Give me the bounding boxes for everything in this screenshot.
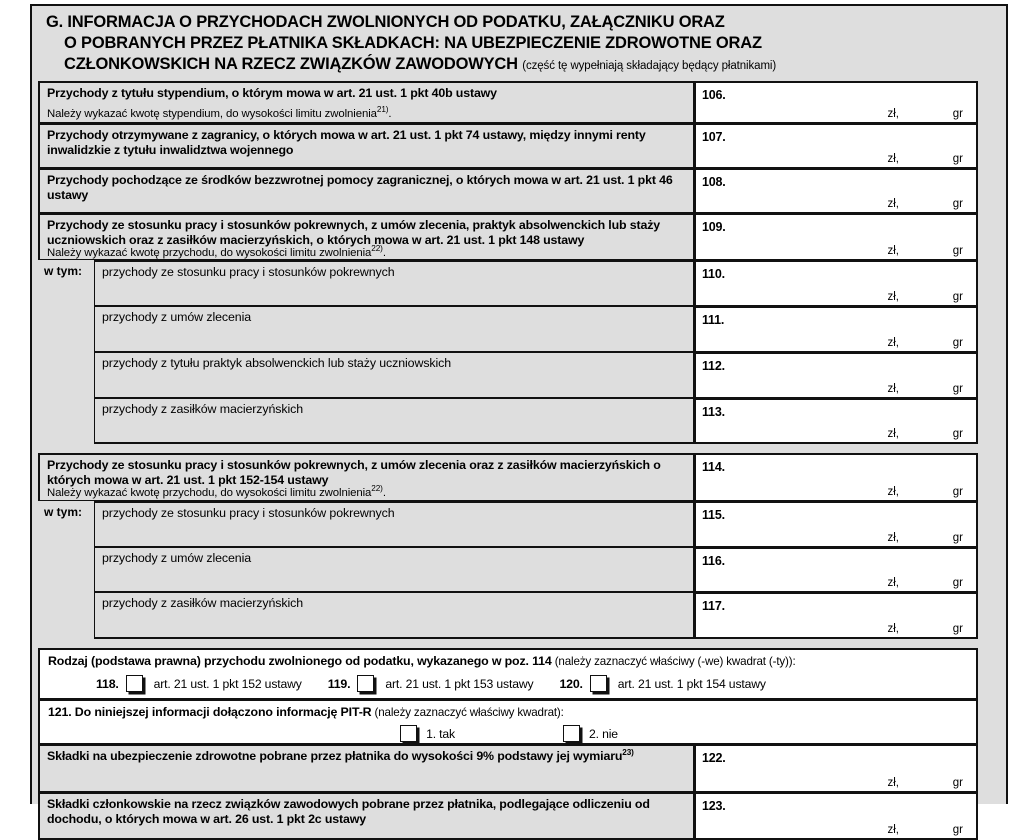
row-hint-text: Należy wykazać kwotę przychodu, do wysokości limitu zwolnienia [47, 247, 372, 259]
row-text: przychody z tytułu praktyk absolwenckich lub staży uczniowskich [102, 356, 452, 370]
zloty-label: zł, [887, 153, 899, 165]
checkbox-pitr-tak[interactable] [400, 725, 417, 742]
zloty-label: zł, [887, 337, 899, 349]
row-label-108 [38, 168, 695, 213]
row-label-114 [38, 453, 695, 501]
grosz-label: gr [952, 428, 963, 440]
table-row [38, 213, 978, 260]
field-number: 108. [702, 175, 726, 189]
table-row [38, 547, 978, 592]
field-number: 122. [702, 751, 726, 765]
pitr-option-tak[interactable] [400, 725, 455, 742]
sub-gutter [38, 592, 94, 639]
zloty-label: zł, [887, 532, 899, 544]
table-row [38, 792, 978, 840]
value-cell-107[interactable] [695, 123, 978, 168]
field-number: 115. [702, 508, 725, 522]
table-row [38, 306, 978, 352]
grosz-label: gr [952, 824, 963, 836]
row-text: Przychody otrzymywane z zagranicy, o których mowa w art. 21 ust. 1 pkt 74 ustawy, między innymi renty inwalidzkie z tytułu inwalidztwa wojennego [47, 128, 646, 157]
row-label-111 [94, 306, 695, 352]
sub-gutter [38, 352, 94, 398]
rodzaj-title-thin: (należy zaznaczyć właściwy (-we) kwadrat (-ty)): [551, 655, 796, 668]
option-label: art. 21 ust. 1 pkt 153 ustawy [385, 676, 534, 691]
value-cell-114[interactable] [695, 453, 978, 501]
zloty-label: zł, [887, 198, 899, 210]
grosz-label: gr [952, 577, 963, 589]
rodzaj-option-118[interactable] [96, 675, 302, 692]
grosz-label: gr [952, 153, 963, 165]
grosz-label: gr [952, 777, 963, 789]
row-text: Składki członkowskie na rzecz związków zawodowych pobrane przez płatnika, podlegające odliczeniu od dochodu, o których mowa w art. 26 ust. 1 pkt 2c ustawy [47, 797, 650, 826]
option-number: 120. [559, 676, 583, 691]
checkbox-120[interactable] [590, 675, 607, 692]
row-label-110 [94, 260, 695, 306]
row-hint-tail: . [388, 107, 392, 120]
pitr-title-thin: (należy zaznaczyć właściwy kwadrat): [371, 706, 564, 719]
value-cell-111[interactable] [695, 306, 978, 352]
zloty-label: zł, [887, 383, 899, 395]
option-label: 1. tak [426, 726, 455, 741]
field-number: 112. [702, 359, 725, 373]
zloty-label: zł, [887, 428, 899, 440]
in-which-text: w tym: [44, 505, 83, 519]
option-number: 118. [96, 676, 119, 691]
rodzaj-option-120[interactable] [559, 675, 765, 692]
row-text: Przychody pochodzące ze środków bezzwrotnej pomocy zagranicznej, o których mowa w art. 21 ust. 1 pkt 46 ustawy [47, 173, 673, 202]
zloty-label: zł, [887, 623, 899, 635]
grosz-label: gr [952, 532, 963, 544]
value-cell-106[interactable] [695, 81, 978, 123]
zloty-label: zł, [887, 824, 899, 836]
pitr-title [48, 705, 970, 719]
row-text: Przychody z tytułu stypendium, o którym mowa w art. 21 ust. 1 pkt 40b ustawy [47, 86, 497, 100]
row-text: przychody z umów zlecenia [102, 310, 252, 324]
rodzaj-options [48, 675, 970, 692]
grosz-label: gr [952, 198, 963, 210]
checkbox-pitr-nie[interactable] [563, 725, 580, 742]
grosz-label: gr [952, 245, 963, 257]
grosz-label: gr [952, 337, 963, 349]
value-cell-115[interactable] [695, 501, 978, 547]
table-row [38, 745, 978, 792]
row-label-115 [94, 501, 695, 547]
field-number: 116. [702, 554, 725, 568]
checkbox-118[interactable] [126, 675, 143, 692]
row-text: przychody ze stosunku pracy i stosunków pokrewnych [102, 506, 395, 520]
row-label-107 [38, 123, 695, 168]
rodzaj-title-bold: Rodzaj (podstawa prawna) przychodu zwolnionego od podatku, wykazanego w poz. 114 [48, 654, 552, 668]
value-cell-113[interactable] [695, 398, 978, 444]
value-cell-110[interactable] [695, 260, 978, 306]
zloty-label: zł, [887, 777, 899, 789]
sub-gutter [38, 306, 94, 352]
field-number: 114. [702, 460, 725, 474]
row-label-123 [38, 792, 695, 840]
row-hint [47, 244, 687, 260]
rodzaj-option-119[interactable] [328, 675, 534, 692]
pitr-block [38, 700, 978, 745]
row-label-122 [38, 745, 695, 792]
row-label-106 [38, 81, 695, 123]
table-row [38, 453, 978, 501]
field-number: 113. [702, 405, 725, 419]
heading-line-3-text: CZŁONKOWSKICH NA RZECZ ZWIĄZKÓW ZAWODOWYCH [64, 55, 518, 73]
option-label: 2. nie [589, 726, 618, 741]
zloty-label: zł, [887, 486, 899, 498]
grosz-label: gr [952, 383, 963, 395]
form-rows [38, 81, 978, 840]
row-text: przychody z umów zlecenia [102, 551, 252, 565]
value-cell-117[interactable] [695, 592, 978, 639]
row-text: przychody z zasiłków macierzyńskich [102, 402, 304, 416]
sub-gutter [38, 547, 94, 592]
pitr-options [48, 725, 970, 742]
table-row [38, 592, 978, 639]
zloty-label: zł, [887, 108, 899, 120]
zloty-label: zł, [887, 577, 899, 589]
row-label-109 [38, 213, 695, 260]
value-cell-112[interactable] [695, 352, 978, 398]
table-row [38, 260, 978, 306]
zloty-label: zł, [887, 291, 899, 303]
table-row [38, 123, 978, 168]
value-cell-122[interactable] [695, 745, 978, 792]
rodzaj-title [48, 654, 970, 668]
field-number: 106. [702, 88, 726, 102]
row-hint [47, 104, 687, 121]
grosz-label: gr [952, 486, 963, 498]
row-text: Przychody ze stosunku pracy i stosunków pokrewnych, z umów zlecenia oraz z zasiłków macierzyńskich o których mowa w art. 21 ust. 1 pkt 152-154 ustawy [47, 458, 661, 487]
field-number: 123. [702, 799, 726, 813]
field-number: 117. [702, 599, 725, 613]
row-hint-text: Należy wykazać kwotę stypendium, do wysokości limitu zwolnienia [47, 107, 377, 120]
row-text [47, 749, 687, 764]
table-row [38, 168, 978, 213]
option-label: art. 21 ust. 1 pkt 154 ustawy [617, 676, 766, 691]
row-hint-tail: . [382, 247, 386, 259]
field-number: 107. [702, 130, 726, 144]
table-row [38, 352, 978, 398]
option-label: art. 21 ust. 1 pkt 152 ustawy [153, 676, 302, 691]
row-text-span: Składki na ubezpieczenie zdrowotne pobrane przez płatnika do wysokości 9% podstawy jej wymiaru [47, 749, 623, 763]
option-number: 119. [327, 676, 351, 691]
table-row [38, 501, 978, 547]
row-text: przychody ze stosunku pracy i stosunków pokrewnych [102, 265, 395, 279]
pitr-option-nie[interactable] [563, 725, 618, 742]
pitr-title-bold: 121. Do niniejszej informacji dołączono informację PIT-R [48, 705, 372, 719]
section-heading [32, 6, 1006, 79]
row-label-117 [94, 592, 695, 639]
value-cell-116[interactable] [695, 547, 978, 592]
zloty-label: zł, [887, 245, 899, 257]
value-cell-109[interactable] [695, 213, 978, 260]
field-number: 109. [702, 220, 726, 234]
group-spacer [38, 639, 978, 648]
in-which-label-2 [38, 501, 94, 547]
grosz-label: gr [952, 108, 963, 120]
field-number: 111. [702, 313, 725, 327]
grosz-label: gr [952, 623, 963, 635]
table-row [38, 398, 978, 444]
field-number: 110. [702, 267, 725, 281]
footnote-marker: 22) [371, 484, 383, 494]
row-hint-tail: . [382, 487, 386, 499]
row-hint [47, 484, 687, 500]
heading-line-2: O POBRANYCH PRZEZ PŁATNIKA SKŁADKACH: NA UBEZPIECZENIE ZDROWOTNE ORAZ [64, 34, 762, 52]
row-text: Przychody ze stosunku pracy i stosunków pokrewnych, z umów zlecenia, praktyk absolwenckich lub staży uczniowskich oraz z zasiłków macierzyńskich, o których mowa w art. 21 ust. 1 pkt 148 ustawy [47, 218, 660, 247]
footnote-marker: 21) [376, 104, 389, 114]
row-label-113 [94, 398, 695, 444]
value-cell-108[interactable] [695, 168, 978, 213]
value-cell-123[interactable] [695, 792, 978, 840]
row-text: przychody z zasiłków macierzyńskich [102, 596, 304, 610]
row-label-112 [94, 352, 695, 398]
rodzaj-block [38, 648, 978, 700]
row-label-116 [94, 547, 695, 592]
footnote-marker: 23) [622, 747, 634, 757]
grosz-label: gr [952, 291, 963, 303]
in-which-text: w tym: [44, 264, 83, 278]
heading-line-1: G. INFORMACJA O PRZYCHODACH ZWOLNIONYCH OD PODATKU, ZAŁĄCZNIKU ORAZ [46, 13, 725, 31]
table-row [38, 81, 978, 123]
group-spacer [38, 444, 978, 453]
footnote-marker: 22) [371, 244, 383, 254]
heading-note: (część tę wypełniają składający będący płatnikami) [522, 60, 777, 72]
in-which-label-1 [38, 260, 94, 306]
checkbox-119[interactable] [357, 675, 374, 692]
row-hint-text: Należy wykazać kwotę przychodu, do wysokości limitu zwolnienia [47, 487, 372, 499]
sub-gutter [38, 398, 94, 444]
heading-line-3 [42, 54, 998, 77]
